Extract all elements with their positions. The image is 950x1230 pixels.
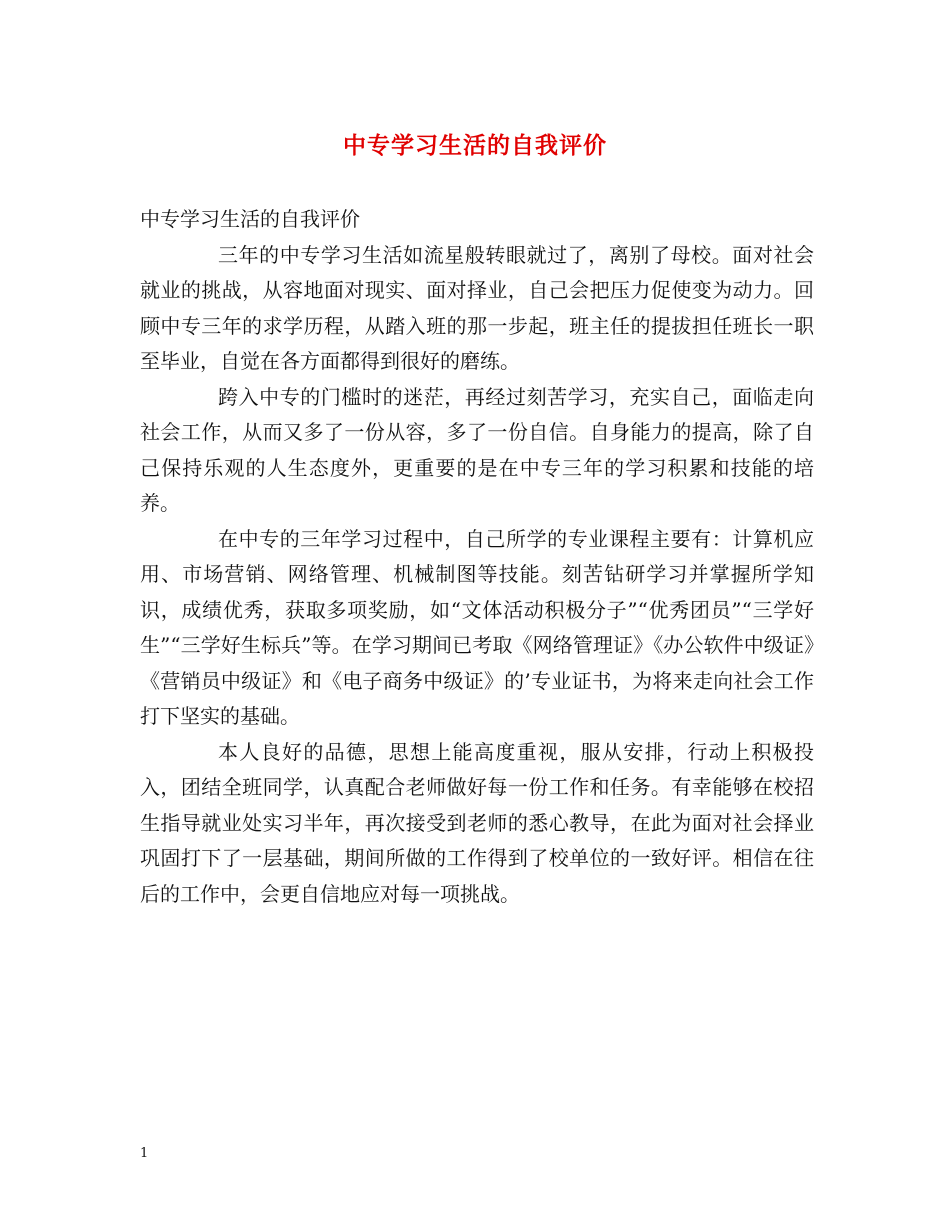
paragraph-1: 三年的中专学习生活如流星般转眼就过了，离别了母校。面对社会就业的挑战，从容地面对现实、面对择业，自己会把压力促使变为动力。回顾中专三年的求学历程，从踏入班的那一步起，班主任的提拔担任班长一职至毕业，自觉在各方面都得到很好的磨练。 bbox=[140, 242, 814, 373]
document-body bbox=[140, 202, 814, 912]
document-subtitle: 中专学习生活的自我评价 bbox=[140, 207, 360, 231]
page-title: 中专学习生活的自我评价 bbox=[343, 132, 607, 159]
paragraph-2: 跨入中专的门槛时的迷茫，再经过刻苦学习，充实自己，面临走向社会工作，从而又多了一份从容，多了一份自信。自身能力的提高，除了自己保持乐观的人生态度外，更重要的是在中专三年的学习积累和技能的培养。 bbox=[140, 384, 814, 515]
paragraph-4: 本人良好的品德，思想上能高度重视，服从安排，行动上积极投入，团结全班同学，认真配合老师做好每一份工作和任务。有幸能够在校招生指导就业处实习半年，再次接受到老师的悉心教导，在此为面对社会择业巩固打下了一层基础，期间所做的工作得到了校单位的一致好评。相信在往后的工作中，会更自信地应对每一项挑战。 bbox=[140, 739, 814, 906]
page-number: 1 bbox=[140, 1146, 149, 1161]
paragraph-3: 在中专的三年学习过程中，自己所学的专业课程主要有：计算机应用、市场营销、网络管理、机械制图等技能。刻苦钻研学习并掌握所学知识，成绩优秀，获取多项奖励，如“文体活动积极分子”“优秀团员”“三学好生”“三学好生标兵”等。在学习期间已考取《网络管理证》《办公软件中级证》《营销员中级证》和《电子商务中级证》的’专业证书，为将来走向社会工作打下坚实的基础。 bbox=[140, 526, 814, 728]
